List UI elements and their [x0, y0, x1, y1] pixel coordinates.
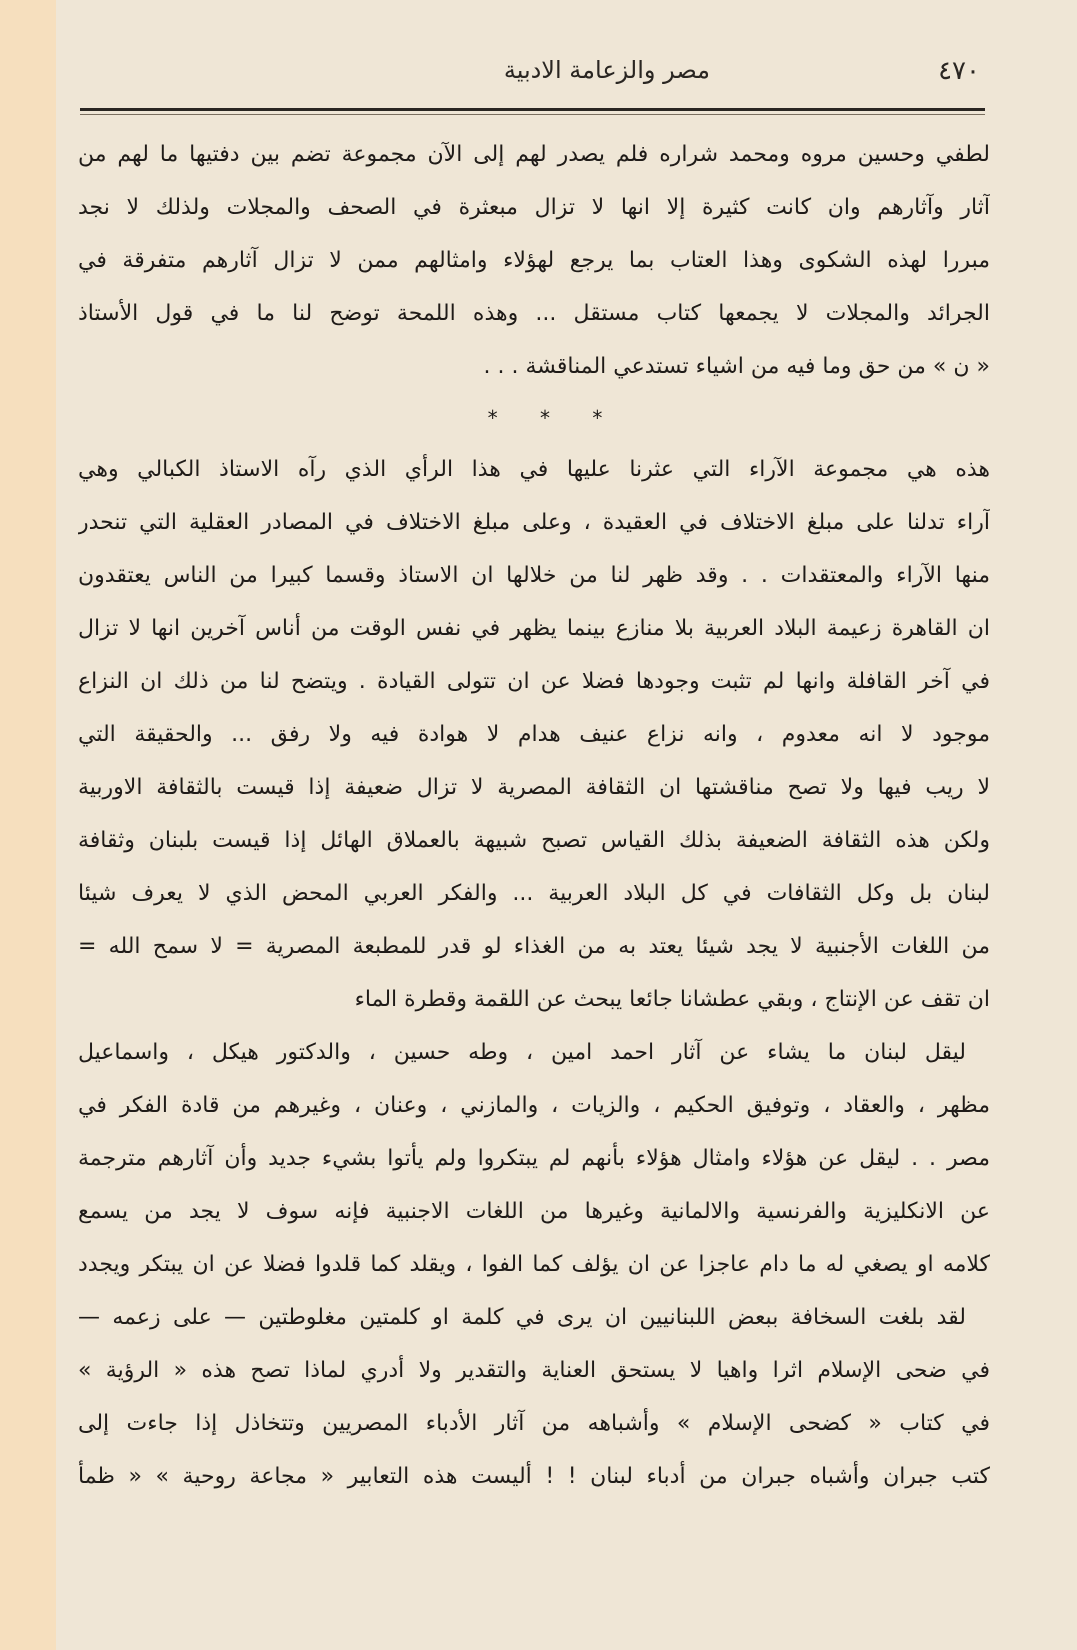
running-title: مصر والزعامة الادبية [503, 56, 710, 84]
text-line: موجود لا انه معدوم ، وانه نزاع عنيف هدام لا هوادة فيه ولا رفق ... والحقيقة التي [78, 722, 990, 747]
section-separator: * * * [487, 406, 621, 430]
text-line: لا ريب فيها ولا تصح مناقشتها ان الثقافة المصرية لا تزال ضعيفة إذا قيست بالثقافة الاوربية [78, 775, 990, 800]
paragraph [78, 443, 990, 1026]
text-line: ان القاهرة زعيمة البلاد العربية بلا منازع بينما يظهر في نفس الوقت من أناس آخرين انها لا تزال [78, 616, 990, 641]
text-line: كتب جبران وأشباه جبران من أدباء لبنان ! ! أليست هذه التعابير « مجاعة روحية » « ظمأ [78, 1464, 990, 1489]
text-line: مبررا لهذه الشكوى وهذا العتاب بما يرجع لهؤلاء وامثالهم ممن لا تزال آثارهم متفرقة في [78, 248, 990, 273]
page-header [80, 52, 980, 92]
text-line: ليقل لبنان ما يشاء عن آثار احمد امين ، وطه حسين ، والدكتور هيكل ، واسماعيل [78, 1040, 966, 1065]
text-line: لطفي وحسين مروه ومحمد شراره فلم يصدر لهم إلى الآن مجموعة تضم بين دفتيها ما لهم من [78, 142, 990, 167]
text-line: مصر . . ليقل عن هؤلاء وامثال هؤلاء بأنهم لم يبتكروا ولم يأتوا بشيء جديد وأن آثارهم مترجمة [78, 1146, 990, 1171]
text-line: مظهر ، والعقاد ، وتوفيق الحكيم ، والزيات ، والمازني ، وعنان ، وغيرهم من قادة الفكر في [78, 1093, 990, 1118]
text-line: هذه هي مجموعة الآراء التي عثرنا عليها في هذا الرأي الذي رآه الاستاذ الكبالي وهي [78, 457, 990, 482]
scan-margin [0, 0, 56, 1650]
header-rule [80, 108, 985, 111]
text-line: آراء تدلنا على مبلغ الاختلاف في العقيدة ، وعلى مبلغ الاختلاف في المصادر العقلية التي تنحدر [78, 510, 990, 535]
text-line: من اللغات الأجنبية لا يجد شيئا يعتد به من الغذاء لو قدر للمطبعة المصرية = لا سمح الله = [78, 934, 990, 959]
page-number: ٤٧٠ [938, 56, 980, 86]
text-line: في كتاب « كضحى الإسلام » وأشباهه من آثار الأدباء المصريين وتتخاذل إذا جاءت إلى [78, 1411, 990, 1436]
text-line: ان تقف عن الإنتاج ، وبقي عطشانا جائعا يبحث عن اللقمة وقطرة الماء [354, 987, 990, 1012]
paragraph [78, 1291, 990, 1503]
paragraph [78, 1026, 990, 1291]
text-line: منها الآراء والمعتقدات . . وقد ظهر لنا من خلالها ان الاستاذ وقسما كبيرا من الناس يعتقدون [78, 563, 990, 588]
text-line: الجرائد والمجلات لا يجمعها كتاب مستقل ... وهذه اللمحة توضح لنا ما في قول الأستاذ [78, 301, 990, 326]
text-line: كلامه او يصغي له ما دام عاجزا عن ان يؤلف كما الفوا ، ويقلد كما قلدوا فضلا عن ان يبتكر ويجدد [78, 1252, 990, 1277]
text-line: لقد بلغت السخافة ببعض اللبنانيين ان يرى في كلمة او كلمتين مغلوطتين — على زعمه — [78, 1305, 966, 1330]
text-line: في آخر القافلة وانها لم تثبت وجودها فضلا عن ان تتولى القيادة . ويتضح لنا من ذلك ان النزاع [78, 669, 990, 694]
text-line: آثار وآثارهم وان كانت كثيرة إلا انها لا تزال مبعثرة في الصحف والمجلات ولذلك لا نجد [78, 195, 990, 220]
header-rule-thin [80, 114, 985, 115]
text-line: عن الانكليزية والفرنسية والالمانية وغيرها من اللغات الاجنبية فإنه سوف لا يجد من يسمع [78, 1199, 990, 1224]
body-text [78, 128, 990, 1503]
text-line: في ضحى الإسلام اثرا واهيا لا يستحق العناية والتقدير ولا أدري لماذا تصح هذه « الرؤية » [78, 1358, 990, 1383]
text-line: لبنان بل وكل الثقافات في كل البلاد العربية ... والفكر العربي المحض الذي لا يعرف شيئا [78, 881, 990, 906]
text-line: ولكن هذه الثقافة الضعيفة بذلك القياس تصبح شبيهة بالعملاق الهائل إذا قيست بلبنان وثقافة [78, 828, 990, 853]
text-line: « ن » من حق وما فيه من اشياء تستدعي المناقشة . . . [483, 354, 990, 379]
paragraph [78, 128, 990, 393]
